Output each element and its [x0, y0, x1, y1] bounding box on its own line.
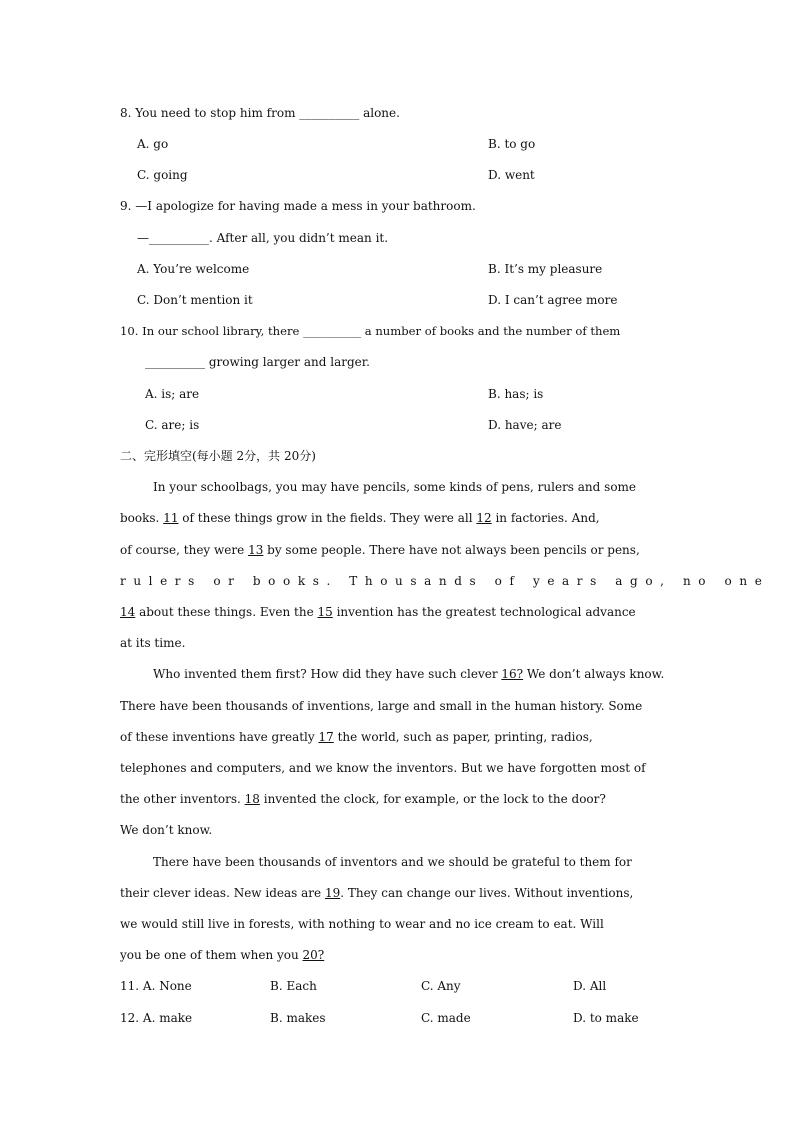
section-2-heading: 二、完形填空(每小题 2分，共 20分)	[120, 449, 316, 463]
question-9-option-b: B. It’s my pleasure	[488, 262, 603, 276]
blank-13: 13	[248, 543, 264, 557]
question-10-option-b: B. has; is	[488, 387, 544, 401]
passage-p1-line-2: books. 11 of these things grow in the fields. They were all 12 in factories. And,	[120, 511, 600, 525]
passage-p2-line-3: of these inventions have greatly 17 the world, such as paper, printing, radios,	[120, 730, 593, 744]
question-8-stem: 8. You need to stop him from __________ alone.	[120, 106, 400, 120]
blank-17: 17	[318, 730, 334, 744]
question-10-option-c: C. are; is	[145, 418, 200, 432]
passage-p1-line-6: at its time.	[120, 636, 186, 650]
passage-p3-line-3: we would still live in forests, with nothing to wear and no ice cream to eat. Will	[120, 917, 604, 931]
passage-p2-line-4: telephones and computers, and we know the inventors. But we have forgotten most of	[120, 761, 646, 775]
question-9-option-c: C. Don’t mention it	[137, 293, 253, 307]
passage-p3-line-1: There have been thousands of inventors and we should be grateful to them for	[153, 855, 632, 869]
blank-11: 11	[163, 511, 179, 525]
question-9-option-a: A. You’re welcome	[137, 262, 250, 276]
passage-p1-line-1: In your schoolbags, you may have pencils, some kinds of pens, rulers and some	[153, 480, 637, 494]
passage-p2-line-5: the other inventors. 18 invented the clock, for example, or the lock to the door?	[120, 792, 606, 806]
question-11-option-d: D. All	[573, 979, 607, 993]
question-9-stem-2: —__________. After all, you didn’t mean it.	[137, 231, 389, 245]
passage-p2-line-2: There have been thousands of inventions, large and small in the human history. Some	[120, 699, 643, 713]
question-10-option-a: A. is; are	[145, 387, 200, 401]
question-8-option-c: C. going	[137, 168, 188, 182]
blank-19: 19	[324, 886, 341, 900]
question-12-option-b: B. makes	[270, 1011, 326, 1025]
passage-p2-line-1: Who invented them first? How did they have such clever 16? We don’t always know.	[153, 667, 665, 681]
passage-p2-line-6: We don’t know.	[120, 823, 213, 837]
passage-p1-line-3: of course, they were 13 by some people. There have not always been pencils or pens,	[120, 543, 640, 557]
question-11-option-a: 11. A. None	[120, 979, 192, 993]
blank-14: 14	[120, 605, 136, 619]
question-8-option-a: A. go	[137, 137, 169, 151]
question-11-option-c: C. Any	[421, 979, 461, 993]
question-10-option-d: D. have; are	[488, 418, 562, 432]
blank-18: 18	[244, 792, 260, 806]
question-8-option-b: B. to go	[488, 137, 536, 151]
blank-20: 20?	[302, 948, 325, 962]
question-12-option-c: C. made	[421, 1011, 471, 1025]
question-8-option-d: D. went	[488, 168, 535, 182]
question-12-option-d: D. to make	[573, 1011, 639, 1025]
blank-12: 12	[476, 511, 492, 525]
question-9-option-d: D. I can’t agree more	[488, 293, 618, 307]
question-10-stem-2: __________ growing larger and larger.	[145, 355, 370, 369]
question-11-option-b: B. Each	[270, 979, 317, 993]
passage-p1-line-4: rulers or books. Thousands of years ago, no one	[120, 574, 770, 588]
question-9-stem-1: 9. —I apologize for having made a mess in your bathroom.	[120, 199, 476, 213]
passage-p3-line-4: you be one of them when you 20?	[120, 948, 325, 962]
question-12-option-a: 12. A. make	[120, 1011, 193, 1025]
blank-16: 16?	[501, 667, 524, 681]
blank-15: 15	[317, 605, 333, 619]
passage-p1-line-5: 14 about these things. Even the 15 invention has the greatest technological advance	[120, 605, 636, 619]
passage-p3-line-2: their clever ideas. New ideas are 19. They can change our lives. Without inventions,	[120, 886, 634, 900]
question-10-stem-1: 10. In our school library, there __________ a number of books and the number of them	[120, 324, 621, 338]
